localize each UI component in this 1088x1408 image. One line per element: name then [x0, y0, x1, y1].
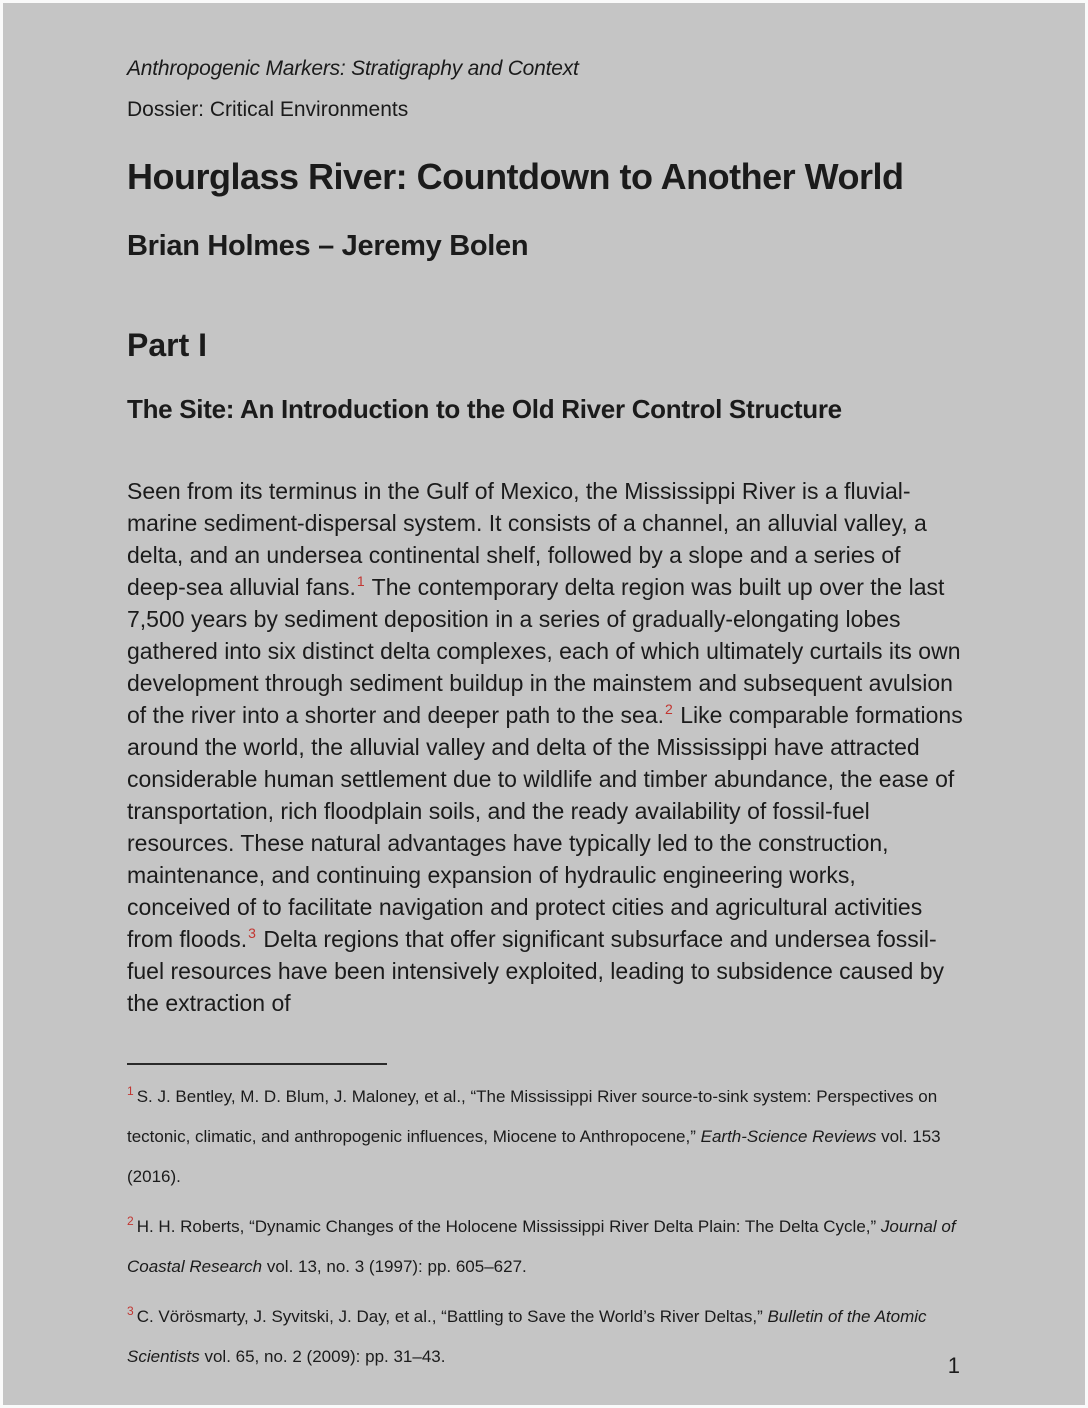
footnote-journal-title: Earth-Science Reviews — [700, 1127, 877, 1146]
footnote-text: S. J. Bentley, M. D. Blum, J. Maloney, et al., “The Mississippi River source-to-sink system: Perspectives on tectonic, climatic, and anthropogenic influences, Miocene to Anthropocene,” — [127, 1087, 938, 1146]
footnote-text: C. Vörösmarty, J. Syvitski, J. Day, et al., “Battling to Save the World’s River Deltas,” — [136, 1307, 768, 1326]
footnote-ref: 3 — [248, 925, 256, 942]
body-text-segment: Seen from its terminus in the Gulf of Mexico, the Mississippi River is a fluvial-marine sediment-dispersal system. It consists of a channel, an alluvial valley, a delta, and an undersea continental shelf, followed by a slope and a series of deep-sea alluvial fans. — [127, 478, 927, 600]
footnote-text: vol. 153 (2016). — [127, 1127, 941, 1186]
authors-line: Brian Holmes – Jeremy Bolen — [127, 230, 529, 262]
footnote-divider — [127, 1063, 387, 1065]
body-text-segment: The contemporary delta region was built up over the last 7,500 years by sediment deposition in a series of gradually-elongating lobes gathered into six distinct delta complexes, each of which ultimately curtails its own development through sediment buildup in the mainstem and subsequent avulsion of the river into a shorter and deeper path to the sea. — [127, 574, 961, 728]
dossier-label: Dossier: Critical Environments — [127, 98, 409, 121]
footnote-ref: 1 — [356, 573, 365, 590]
footnote-marker: 3 — [127, 1304, 134, 1319]
footnote-journal-title: Bulletin of the Atomic Scientists — [127, 1307, 927, 1366]
footnote-ref: 2 — [665, 701, 673, 718]
body-paragraph — [127, 475, 963, 1019]
body-text-segment: Delta regions that offer significant subsurface and undersea fossil-fuel resources have been intensively exploited, leading to subsidence caused by the extraction of — [127, 926, 945, 1016]
footnote-journal-title: Journal of Coastal Research — [127, 1217, 956, 1276]
footnote-item — [127, 1207, 963, 1287]
footnote-text: vol. 65, no. 2 (2009): pp. 31–43. — [199, 1347, 446, 1366]
article-title: Hourglass River: Countdown to Another World — [127, 156, 904, 197]
section-title: The Site: An Introduction to the Old River Control Structure — [127, 394, 842, 424]
footnotes-block — [127, 1063, 963, 1387]
footnote-text: H. H. Roberts, “Dynamic Changes of the Holocene Mississippi River Delta Plain: The Delta Cycle,” — [136, 1217, 881, 1236]
body-text-segment: Like comparable formations around the world, the alluvial valley and delta of the Mississippi have attracted considerable human settlement due to wildlife and timber abundance, the ease of transportation, rich floodplain soils, and the ready availability of fossil-fuel resources. These natural advantages have typically led to the construction, maintenance, and continuing expansion of hydraulic engineering works, conceived of to facilitate navigation and protect cities and agricultural activities from floods. — [127, 702, 963, 952]
footnote-item — [127, 1297, 963, 1377]
footnote-marker: 2 — [127, 1214, 134, 1229]
page-number: 1 — [947, 1353, 960, 1378]
footnote-item — [127, 1077, 963, 1197]
footnote-marker: 1 — [127, 1084, 134, 1099]
series-title: Anthropogenic Markers: Stratigraphy and Context — [127, 57, 579, 80]
footnote-text: vol. 13, no. 3 (1997): pp. 605–627. — [262, 1257, 527, 1276]
part-label: Part I — [127, 327, 208, 363]
page-content — [127, 3, 963, 1019]
footnotes-list — [127, 1077, 963, 1377]
